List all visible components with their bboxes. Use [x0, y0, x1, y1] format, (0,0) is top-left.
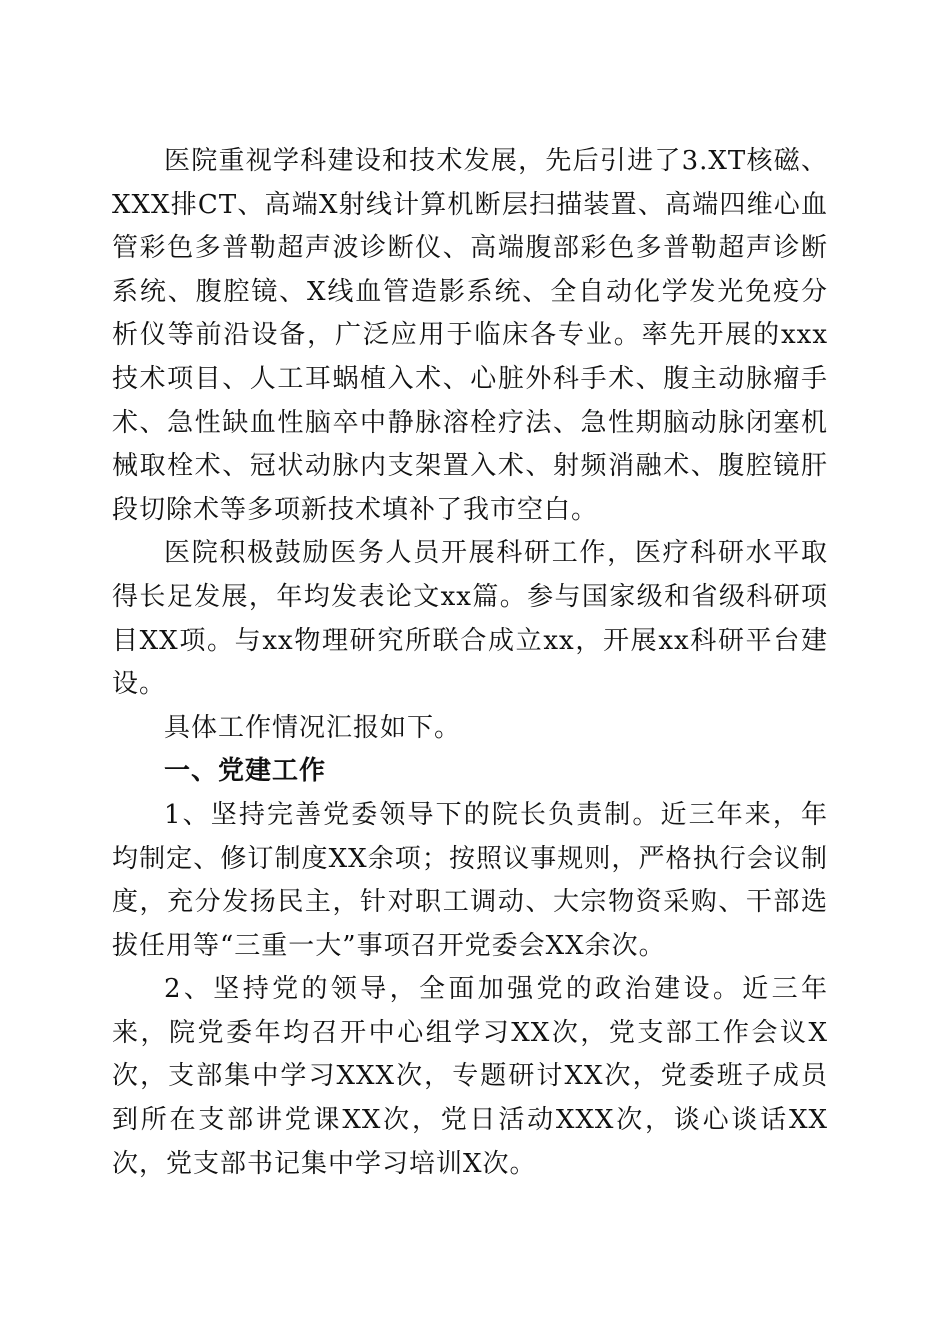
paragraph-item-2: 2、坚持党的领导，全面加强党的政治建设。近三年来，院党委年均召开中心组学习XX次，党支部工作会议X次，支部集中学习XXX次，专题研讨XX次，党委班子成员到所在支部讲党课XX次，党日活动XXX次，谈心谈话XX次，党支部书记集中学习培训X次。: [112, 974, 828, 1179]
paragraph-item-1: 1、坚持完善党委领导下的院长负责制。近三年来，年均制定、修订制度XX余项；按照议事规则，严格执行会议制度，充分发扬民主，针对职工调动、大宗物资采购、干部选拔任用等“三重一大”事项召开党委会XX余次。: [112, 799, 828, 961]
section-heading: 一、党建工作: [164, 756, 327, 787]
document-body: [112, 140, 828, 1186]
paragraph-research: 医院积极鼓励医务人员开展科研工作，医疗科研水平取得长足发展，年均发表论文xx篇。参与国家级和省级科研项目XX项。与xx物理研究所联合成立xx，开展xx科研平台建设。: [112, 538, 828, 700]
paragraph-equipment: 医院重视学科建设和技术发展，先后引进了3.XT核磁、XXX排CT、高端X射线计算机断层扫描装置、高端四维心血管彩色多普勒超声波诊断仪、高端腹部彩色多普勒超声诊断系统、腹腔镜、X线血管造影系统、全自动化学发光免疫分析仪等前沿设备，广泛应用于临床各专业。率先开展的xxx技术项目、人工耳蜗植入术、心脏外科手术、腹主动脉瘤手术、急性缺血性脑卒中静脉溶栓疗法、急性期脑动脉闭塞机械取栓术、冠状动脉内支架置入术、射频消融术、腹腔镜肝段切除术等多项新技术填补了我市空白。: [112, 146, 828, 525]
paragraph-intro: 具体工作情况汇报如下。: [164, 712, 462, 743]
